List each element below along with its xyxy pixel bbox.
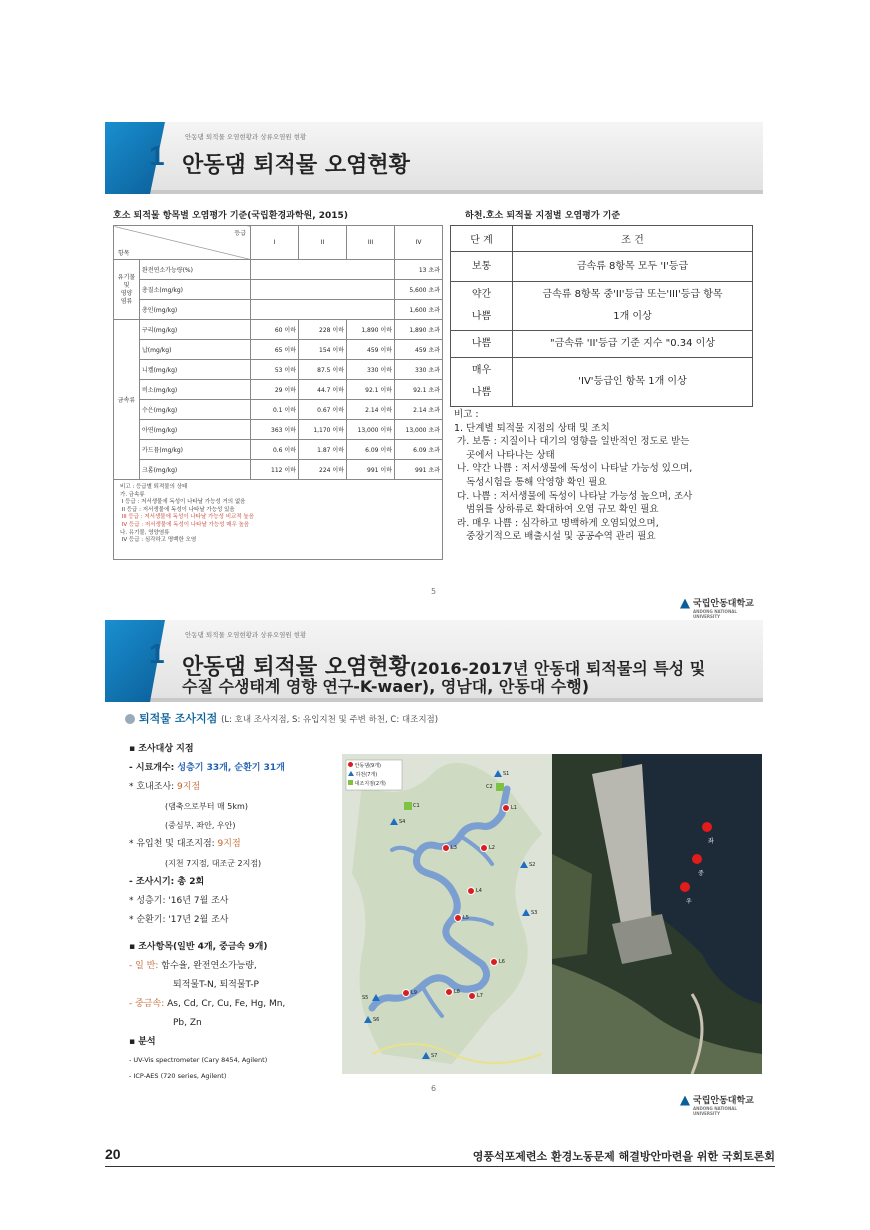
table2-caption: 하천.호소 퇴적물 지점별 오염평가 기준 (465, 211, 621, 221)
list-value: 9지점 (217, 839, 241, 849)
table-row (114, 320, 443, 340)
grade-header: II (299, 226, 347, 260)
table-header-row (451, 226, 753, 252)
slide-title: 안동댐 퇴적물 오염현황 (182, 153, 410, 178)
stream-site-marker (522, 909, 530, 916)
table-row (451, 252, 753, 282)
item-name: 완전연소가능량(%) (140, 260, 251, 280)
note-line: I 등급 : 저서생물에 독성이 나타날 가능성 거의 없음 (120, 499, 246, 506)
title-detail: (2016-2017년 안동대 퇴적물의 특성 및 (409, 659, 706, 678)
section-number: 1 (149, 638, 165, 669)
stream-site-label: S1 (503, 771, 510, 777)
condition-cell: "금속류 'II'등급 기준 지수 "0.34 이상 (513, 331, 753, 358)
list-item: * 순환기: '17년 2월 조사 (129, 915, 229, 925)
control-site-marker (404, 802, 412, 810)
table-row (114, 400, 443, 420)
condition-cell: 'IV'등급인 항목 1개 이상 (513, 358, 753, 407)
table-cell: 1,170 이하 (299, 420, 347, 440)
table-cell: 65 이하 (251, 340, 299, 360)
dam-site-marker (445, 988, 453, 996)
table-cell: 991 초과 (395, 460, 443, 480)
table-cell: 459 이하 (347, 340, 395, 360)
table-cell: 0.6 이하 (251, 440, 299, 460)
section-note: (L: 호내 조사지점, S: 유입지천 및 주변 하천, C: 대조지점) (221, 715, 439, 725)
table-cell: 0.67 이하 (299, 400, 347, 420)
sample-point-marker (680, 882, 690, 892)
table-cell: 459 초과 (395, 340, 443, 360)
sample-point-marker (702, 822, 712, 832)
column-header: 조 건 (513, 226, 753, 252)
table-cell: 6.09 초과 (395, 440, 443, 460)
table-cell: 92.1 이하 (347, 380, 395, 400)
list-item: (댐축으로부터 매 5km) (165, 802, 248, 811)
sample-point-label: 우 (686, 898, 692, 905)
table-cell: 1,890 이하 (347, 320, 395, 340)
table-cell: 53 이하 (251, 360, 299, 380)
dam-site-label: L1 (511, 805, 517, 811)
table-cell (251, 260, 395, 280)
list-item: 퇴적물T-N, 퇴적물T-P (173, 980, 259, 990)
note-line: 중장기적으로 배출시설 및 공공수역 관리 필요 (454, 531, 656, 543)
slide-title-line2: 수질 수생태계 영향 연구-K-waer), 영남대, 안동대 수행) (182, 677, 590, 696)
stream-site-marker (520, 861, 528, 868)
legend-label: 하천(7개) (355, 772, 378, 778)
note-line: IV 등급 : 심각하고 명백한 오염 (120, 537, 197, 544)
legend-triangle-icon (348, 771, 354, 776)
sample-point-label: 좌 (708, 838, 714, 845)
list-item: ▪ 분석 (129, 1037, 156, 1047)
logo-text: 국립안동대학교 (693, 599, 754, 609)
column-header: 단 계 (451, 226, 513, 252)
stream-site-marker (422, 1052, 430, 1059)
control-site-label: C1 (413, 803, 420, 809)
stream-site-label: S4 (399, 819, 406, 825)
table-cell: 6.09 이하 (347, 440, 395, 460)
table-cell: 112 이하 (251, 460, 299, 480)
note-line: III 등급 : 저서생물에 독성이 나타날 가능성 비교적 높음 (120, 514, 255, 521)
table-cell: 29 이하 (251, 380, 299, 400)
dam-site-label: L3 (451, 845, 457, 851)
table-row (114, 440, 443, 460)
sample-point-marker (692, 854, 702, 864)
table-cell: 1,600 초과 (395, 300, 443, 320)
table-cell: 224 이하 (299, 460, 347, 480)
stream-site-marker (390, 818, 398, 825)
bullet-circle-icon (125, 714, 135, 724)
item-name: 비소(mg/kg) (140, 380, 251, 400)
item-name: 니켈(mg/kg) (140, 360, 251, 380)
table-cell: 60 이하 (251, 320, 299, 340)
sampling-site-map (342, 754, 552, 1074)
stage-cell: 약간 나쁨 (451, 282, 513, 331)
table-cell: 0.1 이하 (251, 400, 299, 420)
dam-site-label: L7 (477, 993, 483, 999)
header-underline (105, 190, 763, 194)
stream-site-label: S6 (373, 1017, 380, 1023)
university-logo (680, 1093, 763, 1116)
table-row (114, 300, 443, 320)
table-cell: 92.1 초과 (395, 380, 443, 400)
legend-label: 안동댐(9개) (354, 763, 381, 769)
group-label: 금속류 (114, 320, 140, 480)
dam-site-label: L4 (476, 888, 482, 894)
slide-header (105, 620, 763, 698)
list-value: 함수율, 완전연소가능량, (161, 961, 257, 971)
stream-site-marker (364, 1016, 372, 1023)
list-item: - UV-Vis spectrometer (Cary 8454, Agilent) (129, 1056, 268, 1064)
stream-site-marker (494, 770, 502, 777)
group-label: 유기물 및 영양 염류 (114, 260, 140, 320)
satellite-photo (552, 754, 762, 1074)
item-name: 총질소(mg/kg) (140, 280, 251, 300)
stream-site-label: S5 (362, 995, 369, 1001)
table-cell: 13 초과 (395, 260, 443, 280)
table-cell: 5,600 초과 (395, 280, 443, 300)
slide-page-number: 6 (431, 1084, 437, 1093)
slide-6 (105, 620, 763, 1120)
table-cell: 330 초과 (395, 360, 443, 380)
dam-site-label: L8 (454, 989, 460, 995)
table-cell: 228 이하 (299, 320, 347, 340)
dam-site-label: L2 (489, 845, 495, 851)
document-title: 영풍석포제련소 환경노동문제 해결방안마련을 위한 국회토론회 (472, 1150, 775, 1163)
stream-site-label: S3 (531, 910, 538, 916)
map-legend (348, 762, 386, 789)
list-label: - 중금속: (129, 999, 168, 1009)
table1-notes (113, 480, 443, 560)
control-site-label: C2 (486, 784, 493, 790)
stream-site-marker (372, 994, 380, 1001)
list-value: As, Cd, Cr, Cu, Fe, Hg, Mn, (167, 999, 286, 1009)
note-line: 나. 약간 나쁨 : 저서생물에 독성이 나타날 가능성 있으며, (454, 463, 693, 475)
table-row (114, 260, 443, 280)
title-main: 안동댐 퇴적물 오염현황 (182, 655, 410, 680)
dam-site-label: L5 (463, 915, 469, 921)
dam-site-marker (490, 958, 498, 966)
note-line: 가. 금속류 (120, 491, 145, 498)
item-name: 총인(mg/kg) (140, 300, 251, 320)
note-line: 비고 : 등급별 퇴적물의 상태 (120, 484, 188, 490)
lake-sediment-criteria-table (113, 225, 443, 480)
dam-site-marker (402, 989, 410, 997)
item-name: 수은(mg/kg) (140, 400, 251, 420)
table2-notes (454, 408, 754, 544)
slide-page-number: 5 (431, 587, 437, 596)
logo-english: ANDONG NATIONAL UNIVERSITY (693, 1106, 737, 1116)
list-label: - 시료개수: (129, 763, 178, 773)
list-label: * 유입천 및 대조지점: (129, 839, 218, 849)
section-title: 퇴적물 조사지점 (139, 712, 218, 725)
note-line: 라. 매우 나쁨 : 심각하고 명백하게 오염되었으며, (454, 517, 659, 529)
list-item (129, 995, 339, 1014)
table-header-row (114, 226, 443, 260)
item-name: 아연(mg/kg) (140, 420, 251, 440)
table-row (451, 358, 753, 407)
dam-site-marker (502, 804, 510, 812)
list-value: 9지점 (177, 782, 201, 792)
table-row (114, 280, 443, 300)
section-number: 1 (149, 140, 165, 171)
legend-square-icon (348, 780, 353, 785)
table-cell: 2.14 이하 (347, 400, 395, 420)
list-item (129, 835, 339, 854)
list-item: (지천 7지점, 대조군 2지점) (165, 859, 262, 868)
item-name: 납(mg/kg) (140, 340, 251, 360)
legend-item-stream (348, 771, 386, 780)
note-line: 비고 : (454, 409, 479, 420)
header-underline (105, 698, 763, 702)
item-name: 카드뮴(mg/kg) (140, 440, 251, 460)
item-header-label: 항목 (118, 250, 130, 257)
table-row (114, 380, 443, 400)
table-row (114, 420, 443, 440)
dam-site-marker (468, 992, 476, 1000)
table-cell: 991 이하 (347, 460, 395, 480)
university-logo-icon (680, 1096, 690, 1106)
dam-site-label: L6 (499, 959, 505, 965)
document-footer (105, 1146, 775, 1166)
dam-site-marker (454, 914, 462, 922)
stream-sediment-criteria-table (450, 225, 753, 407)
list-label: * 호내조사: (129, 782, 178, 792)
condition-cell: 금속류 8항목 중'II'등급 또는'III'등급 항목 1개 이상 (513, 282, 753, 331)
table-cell: 1.87 이하 (299, 440, 347, 460)
item-name: 구리(mg/kg) (140, 320, 251, 340)
legend-label: 대조지점(2개) (354, 781, 386, 787)
note-line: 범위를 상하류로 확대하여 오염 규모 확인 필요 (454, 504, 659, 516)
header-subtitle: 안동댐 퇴적물 오염현황과 상류오염원 현황 (185, 631, 307, 639)
legend-item-dam (348, 762, 386, 771)
list-item: Pb, Zn (173, 1018, 202, 1028)
note-line: 나. 유기물, 영양염류 (120, 529, 170, 536)
table-cell: 330 이하 (347, 360, 395, 380)
note-line: 곳에서 나타나는 상태 (454, 449, 555, 461)
table-cell: 154 이하 (299, 340, 347, 360)
stage-cell: 보통 (451, 252, 513, 282)
table-cell: 1,890 초과 (395, 320, 443, 340)
list-value: 성층기 33개, 순환기 31개 (177, 763, 285, 773)
legend-circle-icon (348, 762, 353, 767)
table1-caption: 호소 퇴적물 항목별 오염평가 기준(국립환경과학원, 2015) (113, 211, 348, 221)
dam-site-marker (467, 887, 475, 895)
note-line: IV 등급 : 저서생물에 독성이 나타날 가능성 매우 높음 (120, 521, 250, 528)
survey-details-list (129, 740, 339, 1084)
note-line: 가. 보통 : 지질이나 대기의 영향을 일반적인 정도로 받는 (454, 436, 690, 448)
table-cell (251, 280, 395, 300)
note-line: 1. 단계별 퇴적물 지점의 상태 및 조치 (454, 422, 610, 434)
logo-text: 국립안동대학교 (693, 1096, 754, 1106)
table-row (451, 282, 753, 331)
list-item: - 조사시기: 총 2회 (129, 877, 205, 887)
table-cell: 363 이하 (251, 420, 299, 440)
stage-cell: 매우 나쁨 (451, 358, 513, 407)
table-cell: 44.7 이하 (299, 380, 347, 400)
list-item: - ICP-AES (720 series, Agilent) (129, 1072, 227, 1080)
table-row (114, 340, 443, 360)
list-item: * 성층기: '16년 7월 조사 (129, 896, 229, 906)
table-row (114, 360, 443, 380)
dam-site-label: L9 (411, 990, 417, 996)
table-cell: 2.14 초과 (395, 400, 443, 420)
note-line: II 등급 : 저서생물에 독성이 나타날 가능성 있음 (120, 506, 235, 513)
stream-site-label: S2 (529, 862, 536, 868)
note-line: 독성시험을 통해 악영향 확인 필요 (454, 476, 607, 488)
map-graphic (342, 754, 552, 1074)
sample-point-label: 중 (698, 870, 704, 877)
slide-5 (105, 122, 763, 620)
list-item (129, 957, 339, 976)
table-row (451, 331, 753, 358)
section-heading (125, 710, 438, 726)
satellite-graphic (552, 754, 762, 1074)
university-logo (680, 596, 763, 619)
table-cell (251, 300, 395, 320)
corner-header (114, 226, 251, 260)
table-row (114, 460, 443, 480)
legend-item-control (348, 780, 386, 789)
grade-header: IV (395, 226, 443, 260)
footer-rule (105, 1166, 775, 1167)
header-subtitle: 안동댐 퇴적물 오염현황과 상류오염원 현황 (185, 133, 307, 141)
grade-header-label: 등급 (234, 230, 246, 237)
list-label: - 일 반: (129, 961, 162, 971)
table-cell: 13,000 초과 (395, 420, 443, 440)
grade-header: I (251, 226, 299, 260)
note-line: 다. 나쁨 : 저서생물에 독성이 나타날 가능성 높으며, 조사 (454, 490, 693, 502)
item-name: 크롬(mg/kg) (140, 460, 251, 480)
dam-site-marker (480, 844, 488, 852)
slide-header (105, 122, 763, 200)
control-site-marker (496, 783, 504, 791)
table-cell: 87.5 이하 (299, 360, 347, 380)
grade-header: III (347, 226, 395, 260)
list-item (129, 759, 339, 778)
stream-site-label: S7 (431, 1053, 438, 1059)
condition-cell: 금속류 8항목 모두 'I'등급 (513, 252, 753, 282)
list-item (129, 778, 339, 797)
stage-cell: 나쁨 (451, 331, 513, 358)
university-logo-icon (680, 599, 690, 609)
list-item: ▪ 조사항목(일반 4개, 중금속 9개) (129, 942, 268, 952)
logo-english: ANDONG NATIONAL UNIVERSITY (693, 609, 737, 619)
dam-site-marker (442, 844, 450, 852)
list-item: ▪ 조사대상 지점 (129, 744, 194, 754)
table-cell: 13,000 이하 (347, 420, 395, 440)
document-page-number: 20 (105, 1146, 121, 1162)
list-item: (중심부, 좌안, 우안) (165, 821, 236, 830)
